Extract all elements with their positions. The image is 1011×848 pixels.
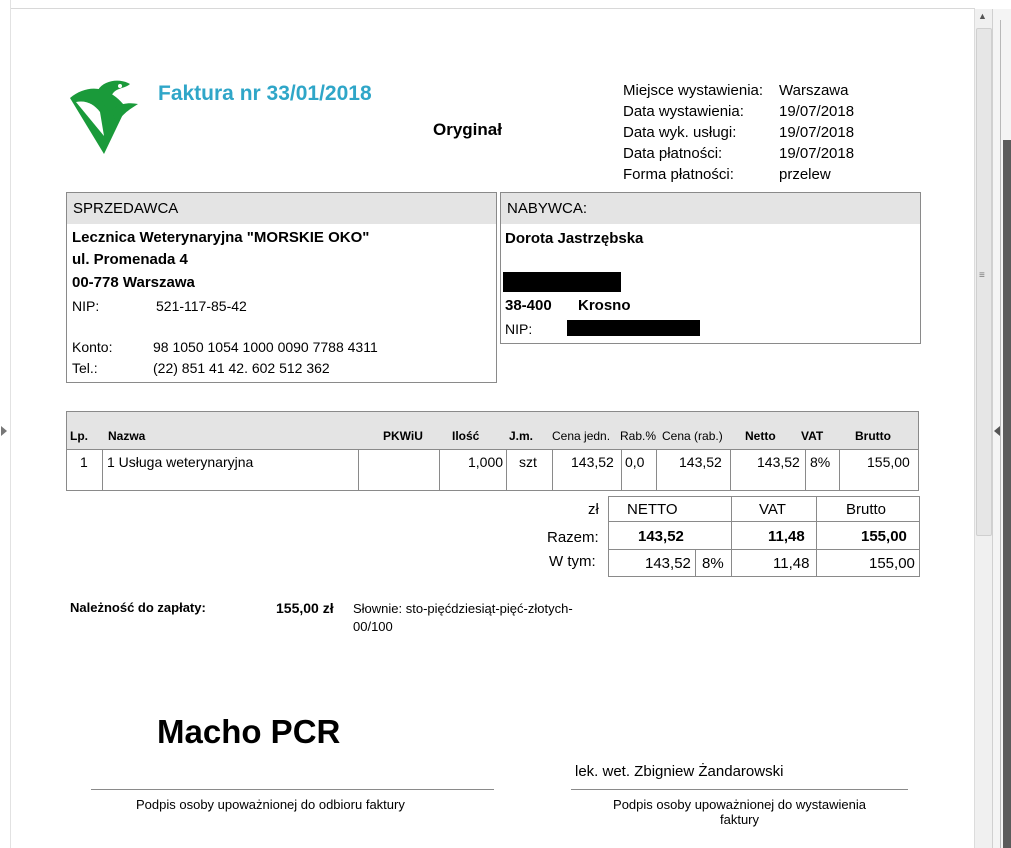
- row-qty: 1,000: [468, 454, 504, 470]
- right-panel-strip: [1003, 140, 1011, 848]
- seller-account-label: Konto:: [72, 339, 113, 355]
- totals-rule: [608, 549, 920, 550]
- seller-nip-value: 521-117-85-42: [156, 298, 247, 314]
- right-panel-divider: [1000, 20, 1001, 848]
- col-divider: [730, 450, 731, 491]
- incl-rate: 8%: [702, 555, 724, 572]
- collapse-right-arrow-icon[interactable]: [994, 426, 1000, 436]
- redacted-nip-bar: [567, 320, 700, 336]
- viewer-top-edge: [0, 0, 975, 9]
- copy-label: Oryginał: [433, 120, 502, 139]
- col-divider: [839, 450, 840, 491]
- buyer-header: NABYWCA:: [501, 193, 920, 224]
- col-vat: VAT: [801, 429, 824, 443]
- amount-due-label: Należność do zapłaty:: [70, 600, 206, 615]
- service-date-value: 19/07/2018: [779, 124, 855, 141]
- seller-phone-value: (22) 851 41 42. 602 512 362: [153, 360, 330, 376]
- totals-col-divider: [816, 496, 817, 577]
- seller-nip-label: NIP:: [72, 298, 100, 314]
- seller-city: 00-778 Warszawa: [72, 274, 195, 291]
- totals-vat-header: VAT: [759, 501, 786, 518]
- col-divider: [621, 450, 622, 491]
- issuer-caption-line2: faktury: [719, 812, 759, 827]
- col-unit: J.m.: [509, 429, 534, 443]
- row-unit: szt: [519, 454, 537, 470]
- issuer-caption-line1: Podpis osoby upoważnionej do wystawienia: [613, 797, 866, 812]
- row-lp: 1: [80, 454, 88, 470]
- seller-name: Lecznica Weterynaryjna "MORSKIE OKO": [72, 229, 370, 246]
- service-date-label: Data wyk. usługi:: [623, 124, 737, 141]
- redacted-address-bar: [503, 272, 621, 292]
- col-pkwiu: PKWiU: [383, 429, 423, 443]
- totals-col-divider: [608, 496, 609, 577]
- totals-rule: [608, 521, 920, 522]
- row-vat: 8%: [810, 454, 831, 470]
- scrollbar-thumb[interactable]: [976, 28, 992, 536]
- incl-net: 143,52: [645, 555, 691, 572]
- col-divider: [358, 450, 359, 491]
- issue-date-value: 19/07/2018: [779, 103, 855, 120]
- buyer-city: Krosno: [578, 297, 631, 314]
- col-divider: [656, 450, 657, 491]
- seller-phone-label: Tel.:: [72, 360, 98, 376]
- totals-gross-header: Brutto: [846, 501, 887, 518]
- col-price-disc: Cena (rab.): [662, 429, 723, 443]
- buyer-name: Dorota Jastrzębska: [505, 230, 644, 247]
- incl-vat: 11,48: [773, 555, 810, 572]
- payment-form-label: Forma płatności:: [623, 166, 734, 183]
- place-value: Warszawa: [779, 82, 849, 99]
- totals-col-divider: [731, 496, 732, 577]
- payment-date-label: Data płatności:: [623, 145, 723, 162]
- buyer-nip-label: NIP:: [505, 321, 533, 337]
- incl-gross: 155,00: [869, 555, 915, 572]
- issuer-name: lek. wet. Zbigniew Żandarowski: [575, 763, 784, 780]
- receiver-signature-caption: Podpis osoby upoważnionej do odbioru faktury: [136, 797, 405, 812]
- row-discount: 0,0: [625, 454, 645, 470]
- seller-account-value: 98 1050 1054 1000 0090 7788 4311: [153, 339, 378, 355]
- row-net: 143,52: [757, 454, 800, 470]
- row-gross: 155,00: [867, 454, 910, 470]
- row-unit-price: 143,52: [571, 454, 614, 470]
- totals-col-divider: [695, 549, 696, 577]
- invoice-title: Faktura nr 33/01/2018: [158, 82, 372, 105]
- issuer-signature-caption: [571, 797, 908, 827]
- row-name: 1 Usługa weterynaryjna: [107, 454, 254, 470]
- col-name: Nazwa: [108, 429, 146, 443]
- totals-rule: [608, 496, 920, 497]
- amount-in-words-cents: 00/100: [353, 619, 393, 634]
- payment-date-value: 19/07/2018: [779, 145, 855, 162]
- col-discount: Rab.%: [620, 429, 657, 443]
- col-divider: [506, 450, 507, 491]
- scroll-up-arrow-icon[interactable]: ▲: [978, 11, 987, 21]
- col-net: Netto: [745, 429, 776, 443]
- sum-net: 143,52: [638, 528, 684, 545]
- col-gross: Brutto: [855, 429, 891, 443]
- payment-form-value: przelew: [779, 166, 831, 183]
- col-divider: [439, 450, 440, 491]
- col-divider: [805, 450, 806, 491]
- items-table-header: [66, 411, 919, 450]
- amount-in-words: Słownie: sto-pięćdziesiąt-pięć-złotych-: [353, 601, 573, 616]
- seller-street: ul. Promenada 4: [72, 251, 188, 268]
- buyer-postcode: 38-400: [505, 297, 552, 314]
- incl-label: W tym:: [549, 553, 596, 570]
- sum-label: Razem:: [547, 529, 599, 546]
- col-divider: [552, 450, 553, 491]
- place-label: Miejsce wystawienia:: [623, 82, 764, 99]
- expand-left-arrow-icon[interactable]: [1, 426, 7, 436]
- issuer-signature-line: [571, 789, 908, 790]
- issue-date-label: Data wystawienia:: [623, 103, 744, 120]
- sum-gross: 155,00: [861, 528, 907, 545]
- receiver-name: Macho PCR: [157, 713, 341, 750]
- scrollbar-grip-icon: ≡: [979, 270, 985, 281]
- col-divider: [102, 450, 103, 491]
- buyer-box: [500, 192, 921, 344]
- left-panel-edge: [0, 0, 11, 848]
- totals-net-header: NETTO: [627, 501, 678, 518]
- col-qty: Ilość: [452, 429, 480, 443]
- receiver-signature-line: [91, 789, 494, 790]
- col-unit-price: Cena jedn.: [552, 429, 611, 443]
- amount-due-value: 155,00 zł: [276, 600, 334, 616]
- totals-currency: zł: [588, 501, 599, 518]
- totals-col-divider: [919, 496, 920, 577]
- col-lp: Lp.: [70, 429, 88, 443]
- row-price-disc: 143,52: [679, 454, 722, 470]
- clinic-logo-icon: [68, 76, 140, 154]
- seller-header: SPRZEDAWCA: [67, 193, 496, 224]
- sum-vat: 11,48: [768, 528, 805, 545]
- totals-rule: [608, 576, 920, 577]
